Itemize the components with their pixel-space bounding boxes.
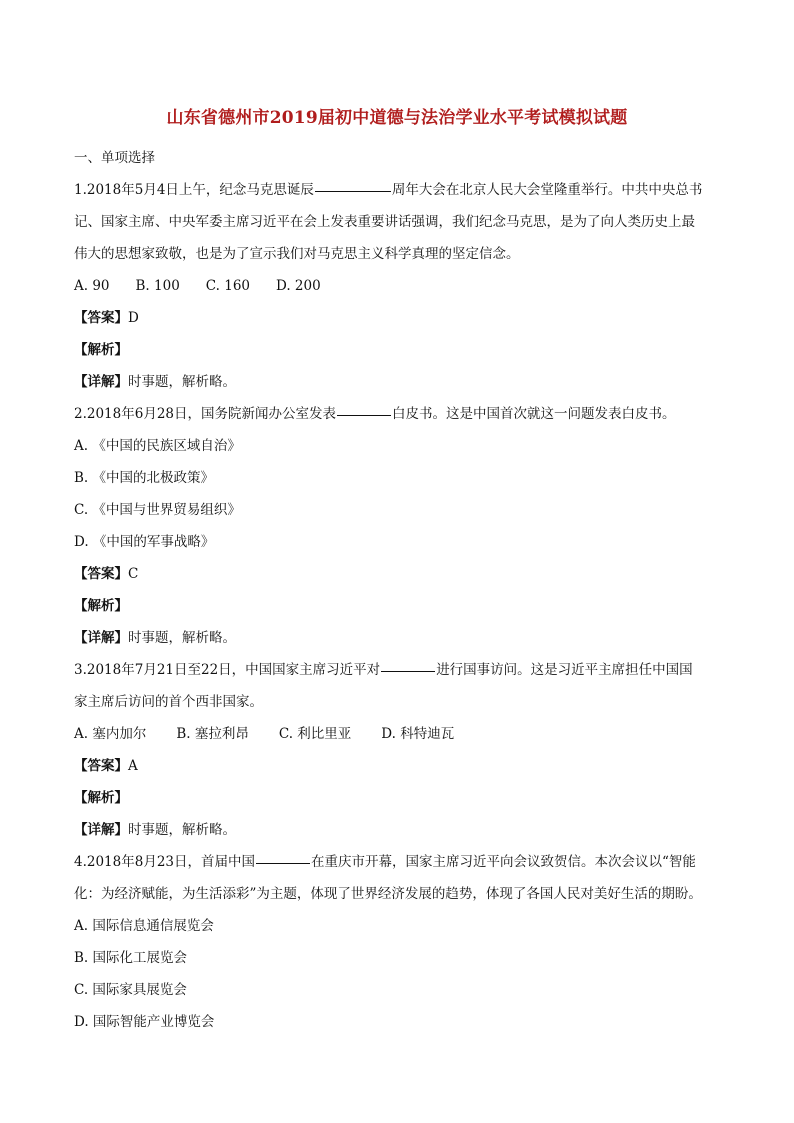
- fill-blank: [381, 670, 435, 672]
- option-c: C. 160: [205, 278, 250, 294]
- question-stem-line: 4.2018年8月23日，首届中国 在重庆市开幕，国家主席习近平向会议致贺信。本次会议以“智能: [74, 854, 696, 870]
- answer-value: D: [128, 310, 139, 326]
- answer-line: 【答案】D: [74, 310, 139, 326]
- option-d: D. 科特迪瓦: [381, 726, 455, 742]
- detail-line: 【详解】时事题，解析略。: [74, 822, 236, 838]
- question-stem-line: 2.2018年6月28日，国务院新闻办公室发表 白皮书。这是中国首次就这一问题发表白皮书。: [74, 406, 676, 422]
- option-b: B. 塞拉利昂: [176, 726, 249, 742]
- section-heading: 一、单项选择: [74, 150, 155, 166]
- answer-value: A: [128, 758, 138, 774]
- question-stem-line: 化：为经济赋能，为生活添彩”为主题，体现了世界经济发展的趋势，体现了各国人民对美好生活的期盼。: [74, 886, 702, 902]
- detail-line: 【详解】时事题，解析略。: [74, 630, 236, 646]
- question-4: [74, 846, 724, 1038]
- question-stem-line: 1.2018年5月4日上午，纪念马克思诞辰 周年大会在北京人民大会堂隆重举行。中共中央总书: [74, 182, 703, 198]
- analysis-label: 【解析】: [74, 790, 128, 806]
- option-a: A. 国际信息通信展览会: [74, 918, 214, 934]
- answer-line: 【答案】A: [74, 758, 138, 774]
- document-title: 山东省德州市2019届初中道德与法治学业水平考试模拟试题: [166, 108, 628, 128]
- option-a: A. 塞内加尔: [74, 726, 147, 742]
- fill-blank: [256, 862, 310, 864]
- option-c: C. 国际家具展览会: [74, 982, 187, 998]
- option-c: C. 《中国与世界贸易组织》: [74, 502, 241, 518]
- options-row: [74, 270, 724, 302]
- analysis-label: 【解析】: [74, 342, 128, 358]
- option-c: C. 利比里亚: [278, 726, 352, 742]
- question-stem-line: 3.2018年7月21日至22日，中国国家主席习近平对 进行国事访问。这是习近平主席担任中国国: [74, 662, 693, 678]
- question-2: [74, 398, 724, 654]
- option-b: B. 国际化工展览会: [74, 950, 188, 966]
- analysis-label: 【解析】: [74, 598, 128, 614]
- options-row: [74, 718, 724, 750]
- option-d: D. 200: [276, 278, 321, 294]
- fill-blank: [315, 190, 391, 192]
- option-a: A. 90: [74, 278, 110, 294]
- question-stem-line: 伟大的思想家致敬，也是为了宣示我们对马克思主义科学真理的坚定信念。: [74, 246, 520, 262]
- question-stem-line: 家主席后访问的首个西非国家。: [74, 694, 263, 710]
- question-stem-line: 记、国家主席、中央军委主席习近平在会上发表重要讲话强调，我们纪念马克思，是为了向人类历史上最: [74, 214, 695, 230]
- fill-blank: [337, 414, 391, 416]
- option-b: B. 100: [135, 278, 180, 294]
- option-d: D. 《中国的军事战略》: [74, 534, 215, 550]
- option-d: D. 国际智能产业博览会: [74, 1014, 215, 1030]
- detail-line: 【详解】时事题，解析略。: [74, 374, 236, 390]
- answer-value: C: [128, 566, 139, 582]
- question-1: [74, 174, 724, 398]
- document-body: [74, 142, 724, 1038]
- answer-line: 【答案】C: [74, 566, 139, 582]
- option-b: B. 《中国的北极政策》: [74, 470, 215, 486]
- question-3: [74, 654, 724, 846]
- option-a: A. 《中国的民族区域自治》: [74, 438, 241, 454]
